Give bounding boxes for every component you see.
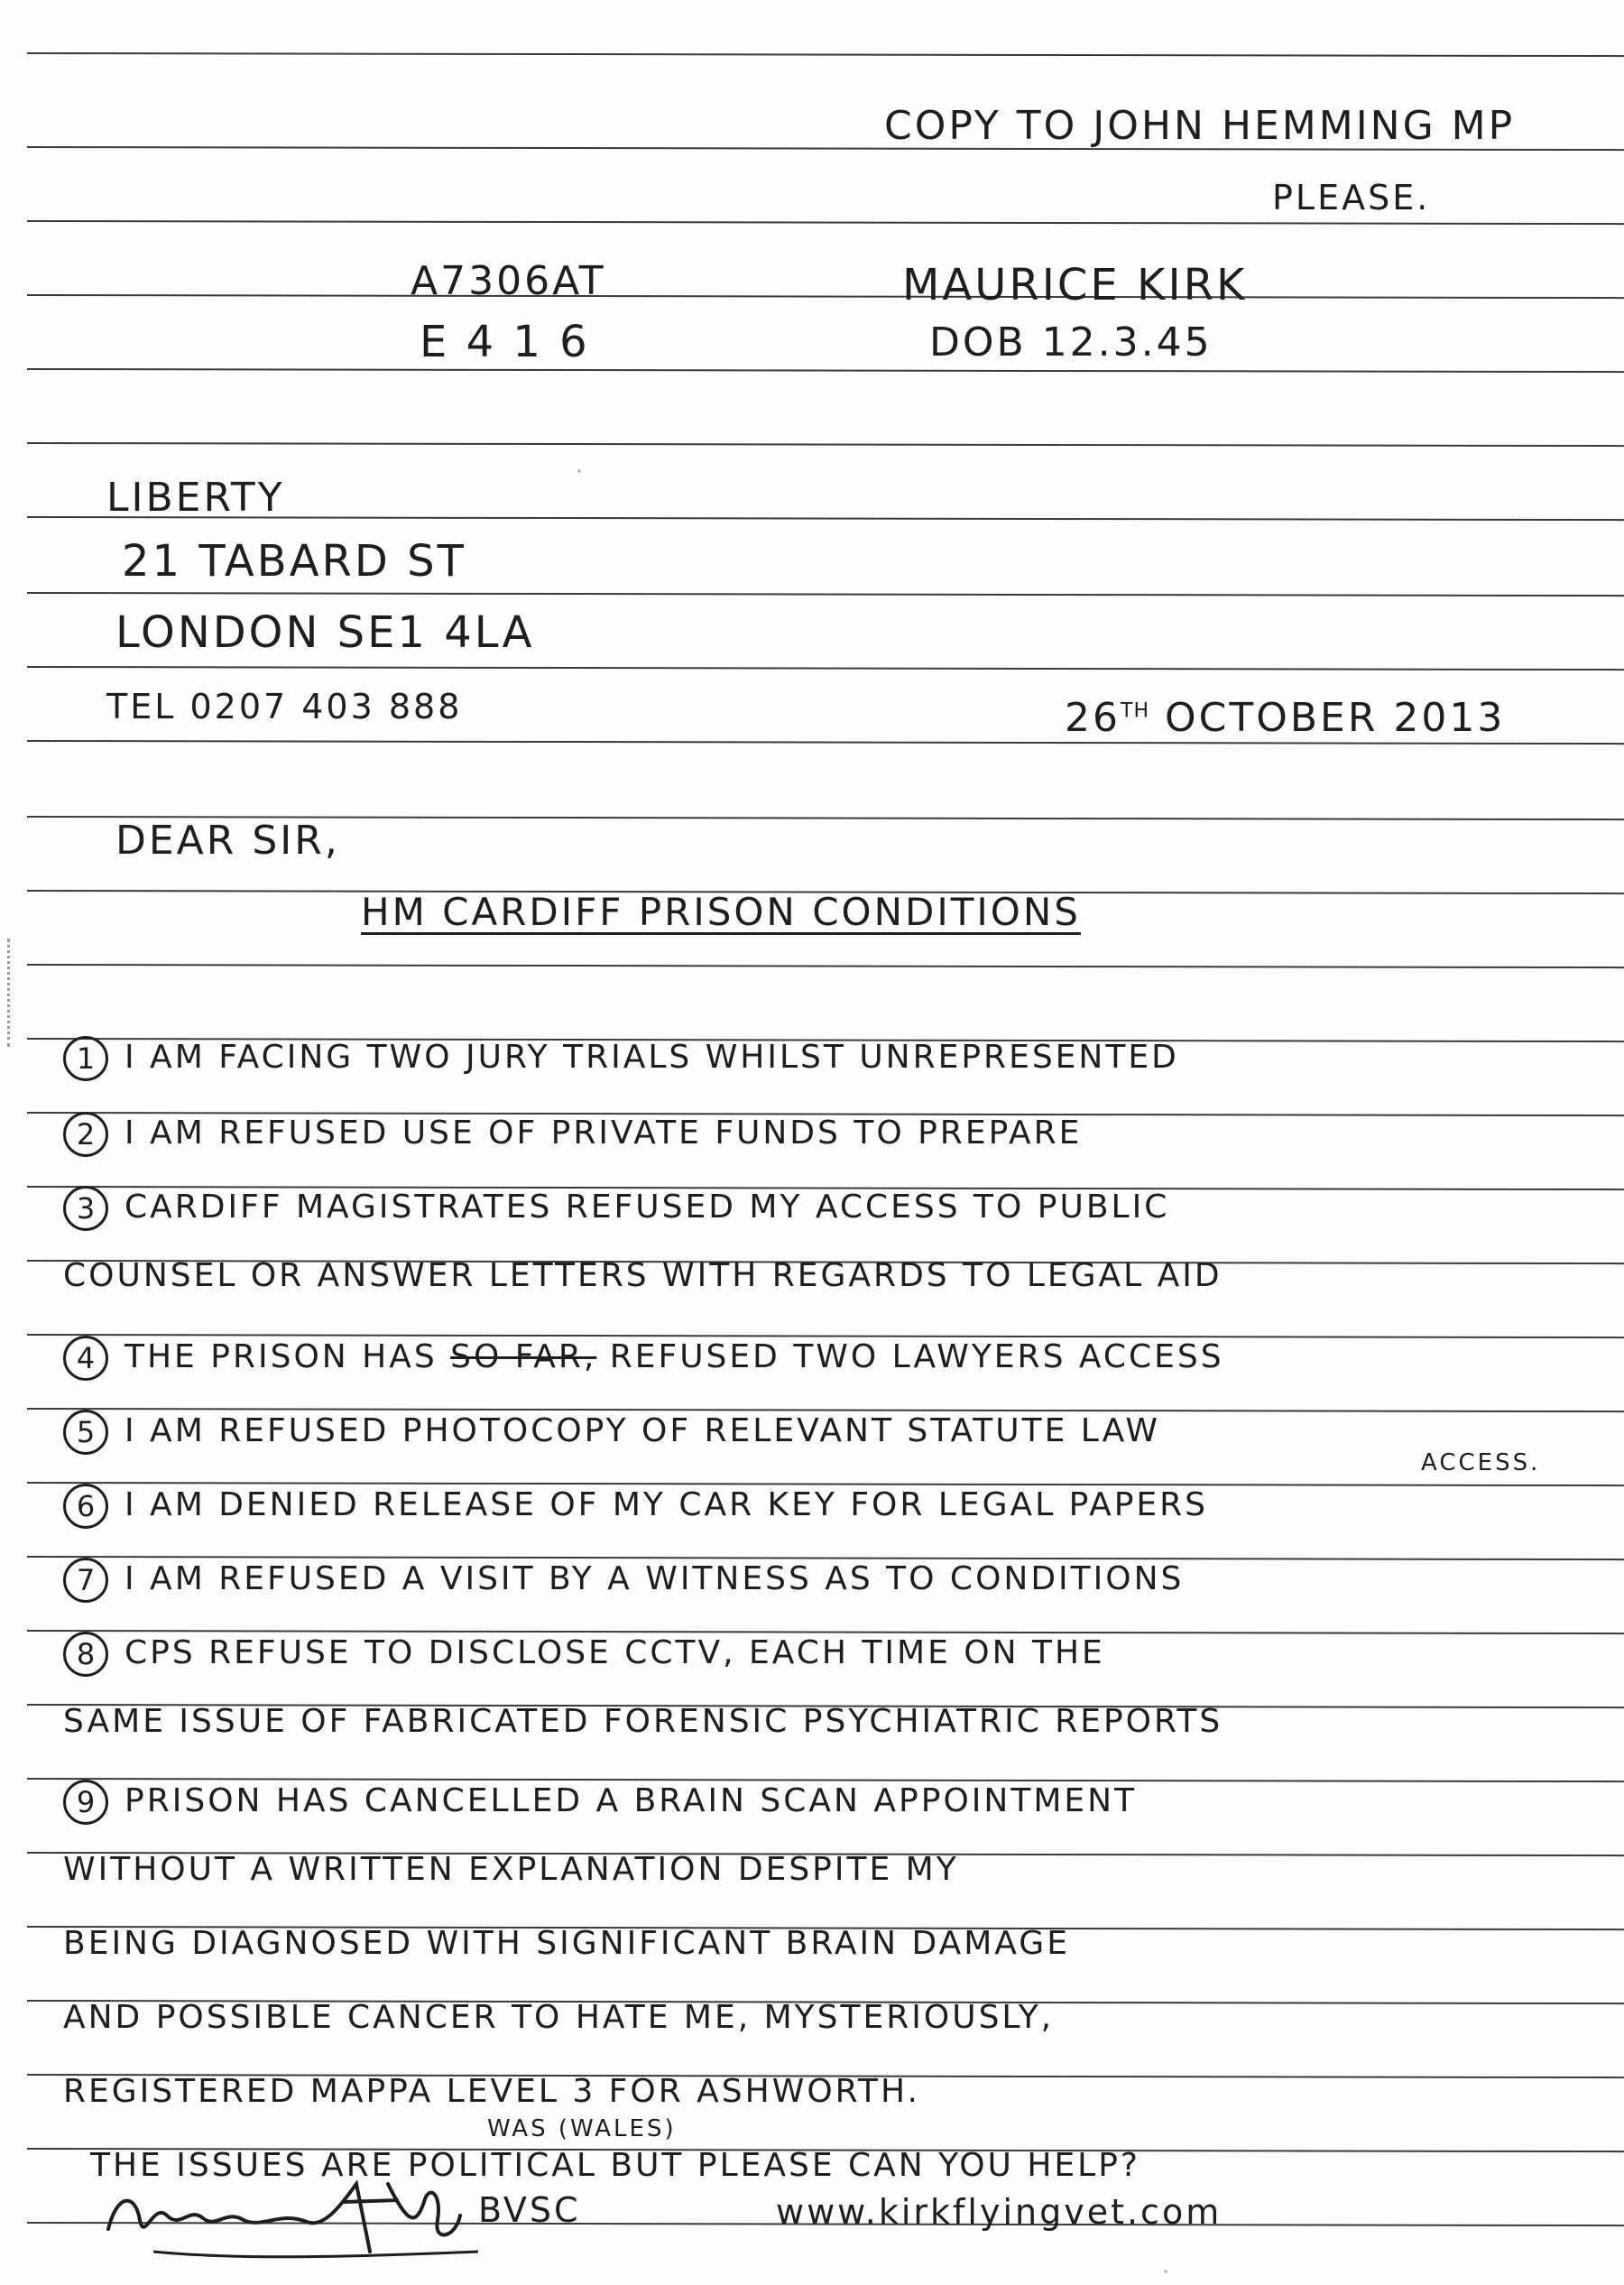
complaint-item-8-continued: SAME ISSUE OF FABRICATED FORENSIC PSYCHIATRIC REPORTS — [63, 1703, 1223, 1740]
recipient-tel: TEL 0207 403 888 — [106, 687, 463, 726]
complaint-item-3-continued: COUNSEL OR ANSWER LETTERS WITH REGARDS TO LEGAL AID — [63, 1257, 1223, 1294]
date-suffix: TH — [1121, 699, 1149, 723]
ruled-line — [27, 592, 1624, 597]
complaint-text: REFUSED TWO LAWYERS ACCESS — [609, 1338, 1224, 1375]
complaint-item-9-line-5: REGISTERED MAPPA LEVEL 3 FOR ASHWORTH. — [63, 2073, 920, 2110]
ruled-line — [27, 666, 1624, 671]
complaint-text: I AM REFUSED PHOTOCOPY OF RELEVANT STATUTE LAW — [125, 1412, 1160, 1449]
letter-date — [1065, 695, 1506, 741]
cell-number: E 4 1 6 — [420, 317, 590, 367]
complaint-item-7 — [63, 1558, 1184, 1603]
complaint-item-9-line-3: BEING DIAGNOSED WITH SIGNIFICANT BRAIN DAMAGE — [63, 1925, 1070, 1962]
please-note: PLEASE. — [1272, 178, 1431, 217]
item-number-circle: 1 — [63, 1036, 108, 1081]
date-rest: OCTOBER 2013 — [1164, 695, 1506, 741]
complaint-item-9-line-2: WITHOUT A WRITTEN EXPLANATION DESPITE MY — [63, 1851, 959, 1888]
complaint-text: I AM FACING TWO JURY TRIALS WHILST UNREPRESENTED — [125, 1039, 1179, 1076]
margin-mark — [7, 939, 28, 1047]
website-link[interactable]: www.kirkflyingvet.com — [776, 2192, 1223, 2232]
complaint-text: I AM REFUSED USE OF PRIVATE FUNDS TO PREPARE — [125, 1115, 1083, 1152]
complaint-text: PRISON HAS CANCELLED A BRAIN SCAN APPOINTMENT — [125, 1782, 1138, 1819]
date-of-birth: DOB 12.3.45 — [929, 319, 1213, 365]
copy-note: COPY TO JOHN HEMMING MP — [884, 103, 1516, 149]
ruled-line — [27, 294, 1624, 299]
sender-name: MAURICE KIRK — [902, 260, 1248, 310]
letter-subject: HM CARDIFF PRISON CONDITIONS — [361, 890, 1081, 934]
inserted-word: WAS (WALES) — [487, 2115, 677, 2142]
recipient-city: LONDON SE1 4LA — [115, 607, 535, 658]
item-number-circle: 2 — [63, 1112, 108, 1157]
complaint-item-5 — [63, 1410, 1160, 1455]
complaint-item-9-line-4: AND POSSIBLE CANCER TO HATE ME, MYSTERIOUSLY, — [63, 1999, 1055, 2036]
complaint-text: I AM REFUSED A VISIT BY A WITNESS AS TO CONDITIONS — [125, 1560, 1185, 1597]
date-day: 26 — [1065, 695, 1121, 741]
complaint-item-8 — [63, 1632, 1105, 1677]
complaint-text: CARDIFF MAGISTRATES REFUSED MY ACCESS TO PUBLIC — [125, 1189, 1170, 1226]
item-number-circle: 4 — [63, 1336, 108, 1381]
salutation: DEAR SIR, — [115, 818, 340, 864]
complaint-item-9 — [63, 1780, 1137, 1825]
closing-question: THE ISSUES ARE POLITICAL BUT PLEASE CAN YOU HELP? — [90, 2147, 1141, 2184]
ruled-line — [27, 368, 1624, 373]
recipient-name: LIBERTY — [106, 475, 285, 521]
ruled-line — [27, 442, 1624, 447]
item-number-circle: 9 — [63, 1780, 108, 1825]
item-number-circle: 6 — [63, 1484, 108, 1529]
complaint-item-2 — [63, 1112, 1082, 1157]
paper-speck — [1164, 2270, 1167, 2273]
complaint-text: CPS REFUSE TO DISCLOSE CCTV, EACH TIME ON THE — [125, 1634, 1105, 1671]
complaint-item-3 — [63, 1186, 1169, 1231]
complaint-text: I AM DENIED RELEASE OF MY CAR KEY FOR LEGAL PAPERS — [125, 1486, 1209, 1523]
complaint-item-6 — [63, 1484, 1208, 1529]
prisoner-number: A7306AT — [411, 258, 606, 304]
signature-qualification: BVSC — [478, 2190, 581, 2230]
struck-text: SO FAR, — [450, 1338, 597, 1375]
ruled-line — [27, 52, 1624, 57]
complaint-item-4 — [63, 1336, 1224, 1381]
recipient-street: 21 TABARD ST — [122, 536, 466, 587]
item-number-circle: 3 — [63, 1186, 108, 1231]
complaint-text: THE PRISON HAS — [125, 1338, 438, 1375]
ruled-line — [27, 964, 1624, 968]
item-number-circle: 7 — [63, 1558, 108, 1603]
ruled-line — [27, 220, 1624, 225]
item-number-circle: 5 — [63, 1410, 108, 1455]
inserted-word: ACCESS. — [1421, 1449, 1541, 1476]
paper-speck — [577, 469, 581, 473]
item-number-circle: 8 — [63, 1632, 108, 1677]
complaint-item-1 — [63, 1036, 1179, 1081]
